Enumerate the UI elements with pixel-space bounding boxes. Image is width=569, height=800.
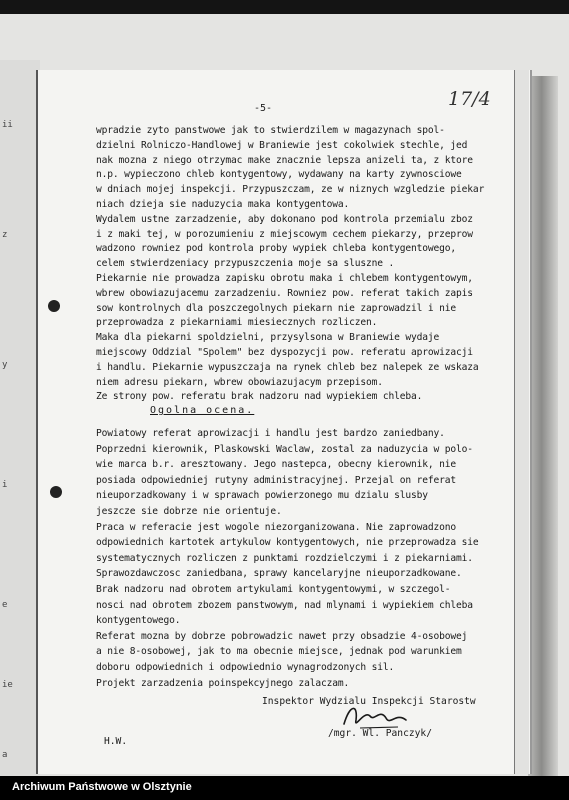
typed-line: i handlu. Piekarnie wypuszczaja na rynek chleb bez nalepek ze wskaza	[96, 361, 479, 373]
typed-line: wbrew obowiazujacemu zarzadzeniu. Rowniez pow. referat takich zapis	[96, 287, 473, 299]
punch-hole	[48, 300, 60, 312]
typed-line: Sprawozdawczosc zaniedbana, sprawy kancelaryjne nieuporzadkowane.	[96, 568, 462, 580]
typed-line: nieuporzadkowany i w sprawach powierzonego mu dzialu slusby	[96, 490, 428, 502]
typed-line: niem adresu piekarn, wbrew obowiazujacym przepisom.	[96, 376, 383, 388]
typed-line: dzielni Rolniczo-Handlowej w Braniewie jest cokolwiek stechle, jed	[96, 139, 468, 151]
typed-line: nosci nad obrotem zbozem panstwowym, nad mlynami i wypiekiem chleba	[96, 599, 473, 611]
edge-mark: y	[2, 360, 8, 370]
typed-line: wie marca b.r. aresztowany. Jego nastepca, obecny kierownik, nie	[96, 459, 457, 471]
typed-line: kontygentowego.	[96, 615, 181, 627]
typed-line: Projekt zarzadzenia poinspekcyjnego zalaczam.	[96, 677, 350, 689]
page-number: -5-	[254, 103, 273, 114]
edge-mark: a	[2, 750, 8, 760]
underlying-page-edge	[0, 60, 40, 776]
edge-mark: ie	[2, 680, 13, 690]
typed-line: celem stwierdzeniacy przypuszczenia moje sa sluszne .	[96, 258, 395, 270]
edge-mark: z	[2, 230, 8, 240]
punch-hole	[50, 486, 62, 498]
typed-line: systematycznych rozliczen z punktami rozdzielczymi i z piekarniami.	[96, 552, 473, 564]
sheet-back-edge	[514, 70, 529, 774]
typed-line: wadzono rowniez pod kontrola proby wypiek chleba kontygentowego,	[96, 243, 457, 255]
typed-line: Brak nadzoru nad obrotem artykulami kontygentowymi, w szczegol-	[96, 584, 451, 595]
edge-mark: ii	[2, 120, 13, 130]
typed-line: Powiatowy referat aprowizacji i handlu jest bardzo zaniedbany.	[96, 428, 445, 439]
edge-mark: i	[2, 480, 8, 490]
top-scan-border	[0, 0, 569, 14]
typed-line: nak mozna z niego otrzymac make znacznie lepsza anizeli ta, z ktore	[96, 154, 473, 166]
archive-footer-bar	[0, 776, 569, 800]
edge-mark: e	[2, 600, 8, 610]
typed-line: wpradzie zyto panstwowe jak to stwierdzilem w magazynach spol-	[96, 125, 445, 136]
folio-number: 17/4	[448, 88, 491, 110]
typed-line: odpowiednich kartotek artykulow kontygentowych, nie przeprowadza sie	[96, 537, 479, 549]
typist-initials: H.W.	[104, 736, 128, 747]
typed-line: n.p. wypieczono chleb kontygentowy, wydawany na karty zywnosciowe	[96, 169, 462, 181]
typed-line: Ze strony pow. referatu brak nadzoru nad wypiekiem chleba.	[96, 391, 423, 403]
typed-line: sow kontrolnych dla poszczegolnych piekarn nie zaprowadzil i nie	[96, 302, 457, 314]
page-stack-shadow	[528, 76, 558, 776]
typed-line: a nie 8-osobowej, jak to ma obecnie miejsce, jednak pod warunkiem	[96, 646, 462, 658]
typed-line: w dniach mojej inspekcji. Przypuszczam, ze w niznych wzgledzie piekar	[96, 184, 485, 196]
archive-label: Archiwum Państwowe w Olsztynie	[12, 781, 192, 793]
typed-line: Wydalem ustne zarzadzenie, aby dokonano pod kontrola przemialu zboz	[96, 213, 473, 225]
signature-name: /mgr. Wl. Panczyk/	[328, 728, 432, 739]
typed-line: i z maki tej, w porozumieniu z miejscowym cechem piekarzy, przeprow	[96, 228, 473, 240]
typed-line: doboru odpowiednich i odpowiednio wynagrodzonych sil.	[96, 662, 395, 673]
signature-title: Inspektor Wydzialu Inspekcji Starostw	[262, 696, 476, 707]
typed-line: Piekarnie nie prowadza zapisku obrotu maka i chlebem kontygentowym,	[96, 273, 473, 284]
typed-line: Poprzedni kierownik, Plaskowski Waclaw, zostal za naduzycia w polo-	[96, 443, 473, 455]
typed-line: Praca w referacie jest wogole niezorganizowana. Nie zaprowadzono	[96, 521, 457, 533]
typed-line: niach dzieja sie naduzycia maka kontygentowa.	[96, 199, 350, 210]
typed-line: miejscowy Oddzial "Spolem" bez dyspozycji pow. referatu aprowizacji	[96, 347, 473, 358]
typed-line: Maka dla piekarni spoldzielni, przysylsona w Braniewie wydaje	[96, 332, 440, 344]
typed-line: przeprowadza z piekarniami miesiecznych rozliczen.	[96, 317, 378, 329]
typed-line: posiada odpowiedniej rutyny administracyjnej. Przejal on referat	[96, 474, 457, 486]
typed-line: Referat mozna by dobrze pobrowadzic nawet przy obsadzie 4-osobowej	[96, 630, 468, 642]
typed-line: jeszcze sie dobrze nie orientuje.	[96, 506, 282, 517]
section-heading: Ogolna ocena.	[150, 405, 255, 416]
